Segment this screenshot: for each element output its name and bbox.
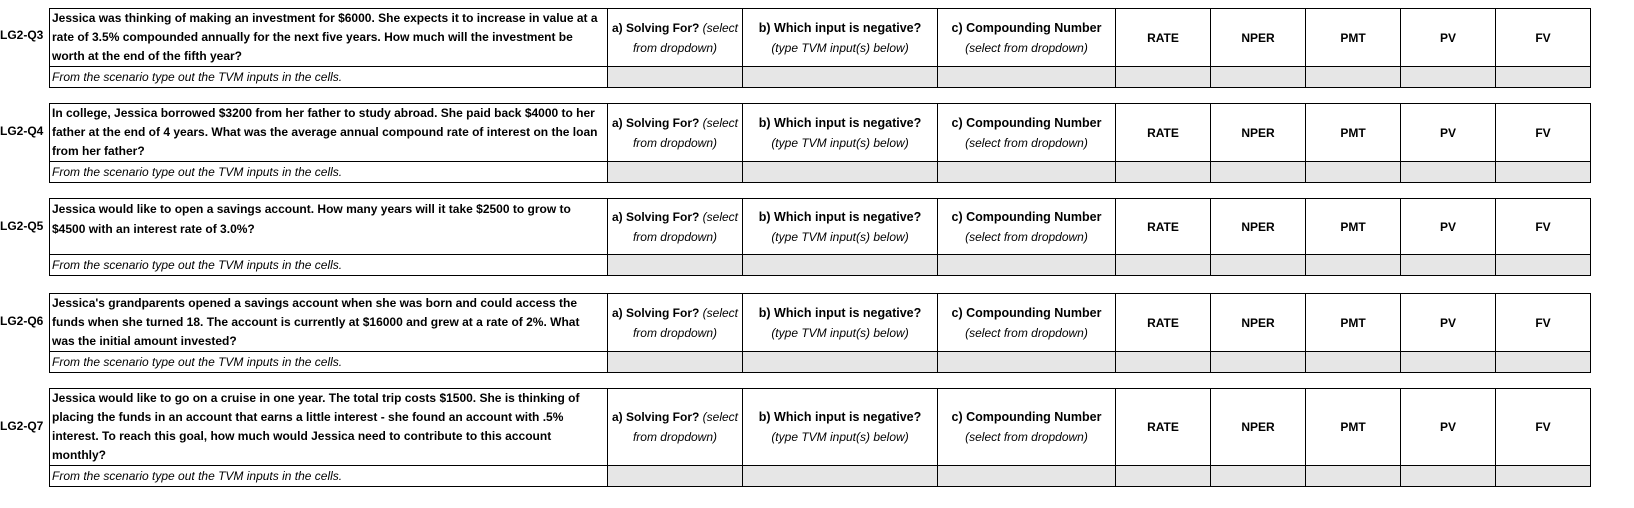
header-solving-for-hint-2: from dropdown) xyxy=(632,40,718,55)
header-solving-for-label: a) Solving For? xyxy=(611,115,700,130)
fv-input[interactable] xyxy=(1496,352,1591,373)
column-header-nper: NPER xyxy=(1211,294,1306,352)
column-header-fv: FV xyxy=(1496,294,1591,352)
pmt-input[interactable] xyxy=(1306,466,1401,487)
compounding-number-select[interactable] xyxy=(938,67,1116,88)
rate-input[interactable] xyxy=(1116,67,1211,88)
column-header-pmt: PMT xyxy=(1306,199,1401,255)
column-header-pv: PV xyxy=(1401,294,1496,352)
column-header-nper: NPER xyxy=(1211,9,1306,67)
column-header-pv: PV xyxy=(1401,389,1496,466)
header-solving-for-hint-2: from dropdown) xyxy=(632,325,718,340)
header-solving-for-hint: (select xyxy=(702,410,739,424)
column-header-rate: RATE xyxy=(1116,104,1211,162)
header-compounding-number xyxy=(938,199,1116,255)
pmt-input[interactable] xyxy=(1306,162,1401,183)
header-solving-for xyxy=(608,389,743,466)
nper-input[interactable] xyxy=(1211,352,1306,373)
negative-input-field[interactable] xyxy=(743,466,938,487)
header-negative-input-hint: (type TVM input(s) below) xyxy=(771,135,909,150)
column-header-rate: RATE xyxy=(1116,199,1211,255)
header-negative-input-label: b) Which input is negative? xyxy=(758,115,922,130)
pmt-input[interactable] xyxy=(1306,255,1401,276)
column-header-pmt: PMT xyxy=(1306,294,1401,352)
scenario-text: Jessica would like to go on a cruise in one year. The total trip costs $1500. She is thinking of placing the funds in an account that earns a little interest - she found an account with .5% interest. To reach this goal, how much would Jessica need to contribute to this account monthly? xyxy=(50,389,608,466)
header-solving-for xyxy=(608,104,743,162)
header-compounding-number-label: c) Compounding Number xyxy=(951,305,1102,320)
column-header-pmt: PMT xyxy=(1306,9,1401,67)
header-negative-input xyxy=(743,199,938,255)
header-solving-for-hint: (select xyxy=(702,305,739,320)
scenario-text: Jessica would like to open a savings account. How many years will it take $2500 to grow to $4500 with an interest rate of 3.0%? xyxy=(50,199,608,255)
pv-input[interactable] xyxy=(1401,67,1496,88)
column-header-nper: NPER xyxy=(1211,389,1306,466)
pv-input[interactable] xyxy=(1401,255,1496,276)
question-id: LG2-Q4 xyxy=(0,124,44,138)
nper-input[interactable] xyxy=(1211,466,1306,487)
solving-for-select[interactable] xyxy=(608,67,743,88)
question-table xyxy=(49,198,1591,276)
question-table xyxy=(49,293,1591,373)
header-solving-for-label: a) Solving For? xyxy=(611,410,700,424)
column-header-pmt: PMT xyxy=(1306,104,1401,162)
scenario-text: Jessica was thinking of making an investment for $6000. She expects it to increase in value at a rate of 3.5% compounded annually for the next five years. How much will the investment be worth at the end of the fifth year? xyxy=(50,9,608,67)
header-negative-input-label: b) Which input is negative? xyxy=(758,410,922,424)
column-header-fv: FV xyxy=(1496,199,1591,255)
nper-input[interactable] xyxy=(1211,255,1306,276)
header-compounding-number xyxy=(938,389,1116,466)
compounding-number-select[interactable] xyxy=(938,466,1116,487)
pmt-input[interactable] xyxy=(1306,352,1401,373)
scenario-text: In college, Jessica borrowed $3200 from her father to study abroad. She paid back $4000 to her father at the end of 4 years. What was the average annual compound rate of interest on the loan from her father? xyxy=(50,104,608,162)
compounding-number-select[interactable] xyxy=(938,162,1116,183)
rate-input[interactable] xyxy=(1116,466,1211,487)
fv-input[interactable] xyxy=(1496,466,1591,487)
negative-input-field[interactable] xyxy=(743,255,938,276)
header-compounding-number-label: c) Compounding Number xyxy=(951,115,1102,130)
header-negative-input-hint: (type TVM input(s) below) xyxy=(771,40,909,55)
solving-for-select[interactable] xyxy=(608,255,743,276)
rate-input[interactable] xyxy=(1116,352,1211,373)
header-solving-for-hint: (select xyxy=(702,115,739,130)
header-compounding-number xyxy=(938,104,1116,162)
header-solving-for-label: a) Solving For? xyxy=(611,209,700,224)
question-id: LG2-Q5 xyxy=(0,219,44,233)
column-header-pv: PV xyxy=(1401,104,1496,162)
nper-input[interactable] xyxy=(1211,67,1306,88)
column-header-fv: FV xyxy=(1496,389,1591,466)
instruction-text: From the scenario type out the TVM inputs in the cells. xyxy=(50,352,608,373)
fv-input[interactable] xyxy=(1496,255,1591,276)
pv-input[interactable] xyxy=(1401,162,1496,183)
column-header-nper: NPER xyxy=(1211,199,1306,255)
header-compounding-number-label: c) Compounding Number xyxy=(951,410,1102,424)
instruction-text: From the scenario type out the TVM inputs in the cells. xyxy=(50,255,608,276)
column-header-pv: PV xyxy=(1401,9,1496,67)
header-negative-input xyxy=(743,9,938,67)
header-compounding-number xyxy=(938,9,1116,67)
header-solving-for-label: a) Solving For? xyxy=(611,20,700,35)
header-negative-input-hint: (type TVM input(s) below) xyxy=(771,229,909,244)
header-solving-for xyxy=(608,294,743,352)
question-id: LG2-Q6 xyxy=(0,314,44,328)
column-header-pv: PV xyxy=(1401,199,1496,255)
nper-input[interactable] xyxy=(1211,162,1306,183)
header-solving-for xyxy=(608,199,743,255)
question-id: LG2-Q3 xyxy=(0,28,44,42)
pmt-input[interactable] xyxy=(1306,67,1401,88)
solving-for-select[interactable] xyxy=(608,466,743,487)
compounding-number-select[interactable] xyxy=(938,352,1116,373)
header-compounding-number-hint: (select from dropdown) xyxy=(965,135,1088,150)
rate-input[interactable] xyxy=(1116,162,1211,183)
header-solving-for xyxy=(608,9,743,67)
header-solving-for-hint-2: from dropdown) xyxy=(632,229,718,244)
fv-input[interactable] xyxy=(1496,67,1591,88)
header-negative-input-label: b) Which input is negative? xyxy=(758,305,922,320)
header-compounding-number-hint: (select from dropdown) xyxy=(965,229,1088,244)
question-table xyxy=(49,8,1591,88)
column-header-fv: FV xyxy=(1496,9,1591,67)
column-header-rate: RATE xyxy=(1116,9,1211,67)
header-solving-for-hint-2: from dropdown) xyxy=(632,135,718,150)
column-header-nper: NPER xyxy=(1211,104,1306,162)
column-header-rate: RATE xyxy=(1116,294,1211,352)
fv-input[interactable] xyxy=(1496,162,1591,183)
rate-input[interactable] xyxy=(1116,255,1211,276)
header-solving-for-hint: (select xyxy=(702,209,739,224)
instruction-text: From the scenario type out the TVM inputs in the cells. xyxy=(50,162,608,183)
question-table xyxy=(49,388,1591,487)
negative-input-field[interactable] xyxy=(743,352,938,373)
scenario-text: Jessica's grandparents opened a savings account when she was born and could access the funds when she turned 18. The account is currently at $16000 and grew at a rate of 2%. What was the initial amount invested? xyxy=(50,294,608,352)
header-solving-for-hint-2: from dropdown) xyxy=(632,430,718,444)
instruction-text: From the scenario type out the TVM inputs in the cells. xyxy=(50,466,608,487)
solving-for-select[interactable] xyxy=(608,352,743,373)
header-compounding-number-label: c) Compounding Number xyxy=(951,209,1102,224)
header-negative-input xyxy=(743,104,938,162)
negative-input-field[interactable] xyxy=(743,162,938,183)
header-negative-input-hint: (type TVM input(s) below) xyxy=(771,325,909,340)
header-negative-input-label: b) Which input is negative? xyxy=(758,20,922,35)
negative-input-field[interactable] xyxy=(743,67,938,88)
column-header-rate: RATE xyxy=(1116,389,1211,466)
instruction-text: From the scenario type out the TVM inputs in the cells. xyxy=(50,67,608,88)
header-compounding-number-hint: (select from dropdown) xyxy=(965,325,1088,340)
header-compounding-number-hint: (select from dropdown) xyxy=(965,40,1088,55)
header-compounding-number-label: c) Compounding Number xyxy=(951,20,1102,35)
solving-for-select[interactable] xyxy=(608,162,743,183)
column-header-fv: FV xyxy=(1496,104,1591,162)
column-header-pmt: PMT xyxy=(1306,389,1401,466)
pv-input[interactable] xyxy=(1401,352,1496,373)
header-negative-input xyxy=(743,389,938,466)
question-id: LG2-Q7 xyxy=(0,419,44,433)
header-solving-for-hint: (select xyxy=(702,20,739,35)
pv-input[interactable] xyxy=(1401,466,1496,487)
compounding-number-select[interactable] xyxy=(938,255,1116,276)
header-solving-for-label: a) Solving For? xyxy=(611,305,700,320)
header-compounding-number-hint: (select from dropdown) xyxy=(965,430,1088,444)
header-negative-input-label: b) Which input is negative? xyxy=(758,209,922,224)
header-compounding-number xyxy=(938,294,1116,352)
question-table xyxy=(49,103,1591,183)
header-negative-input xyxy=(743,294,938,352)
header-negative-input-hint: (type TVM input(s) below) xyxy=(771,430,909,444)
